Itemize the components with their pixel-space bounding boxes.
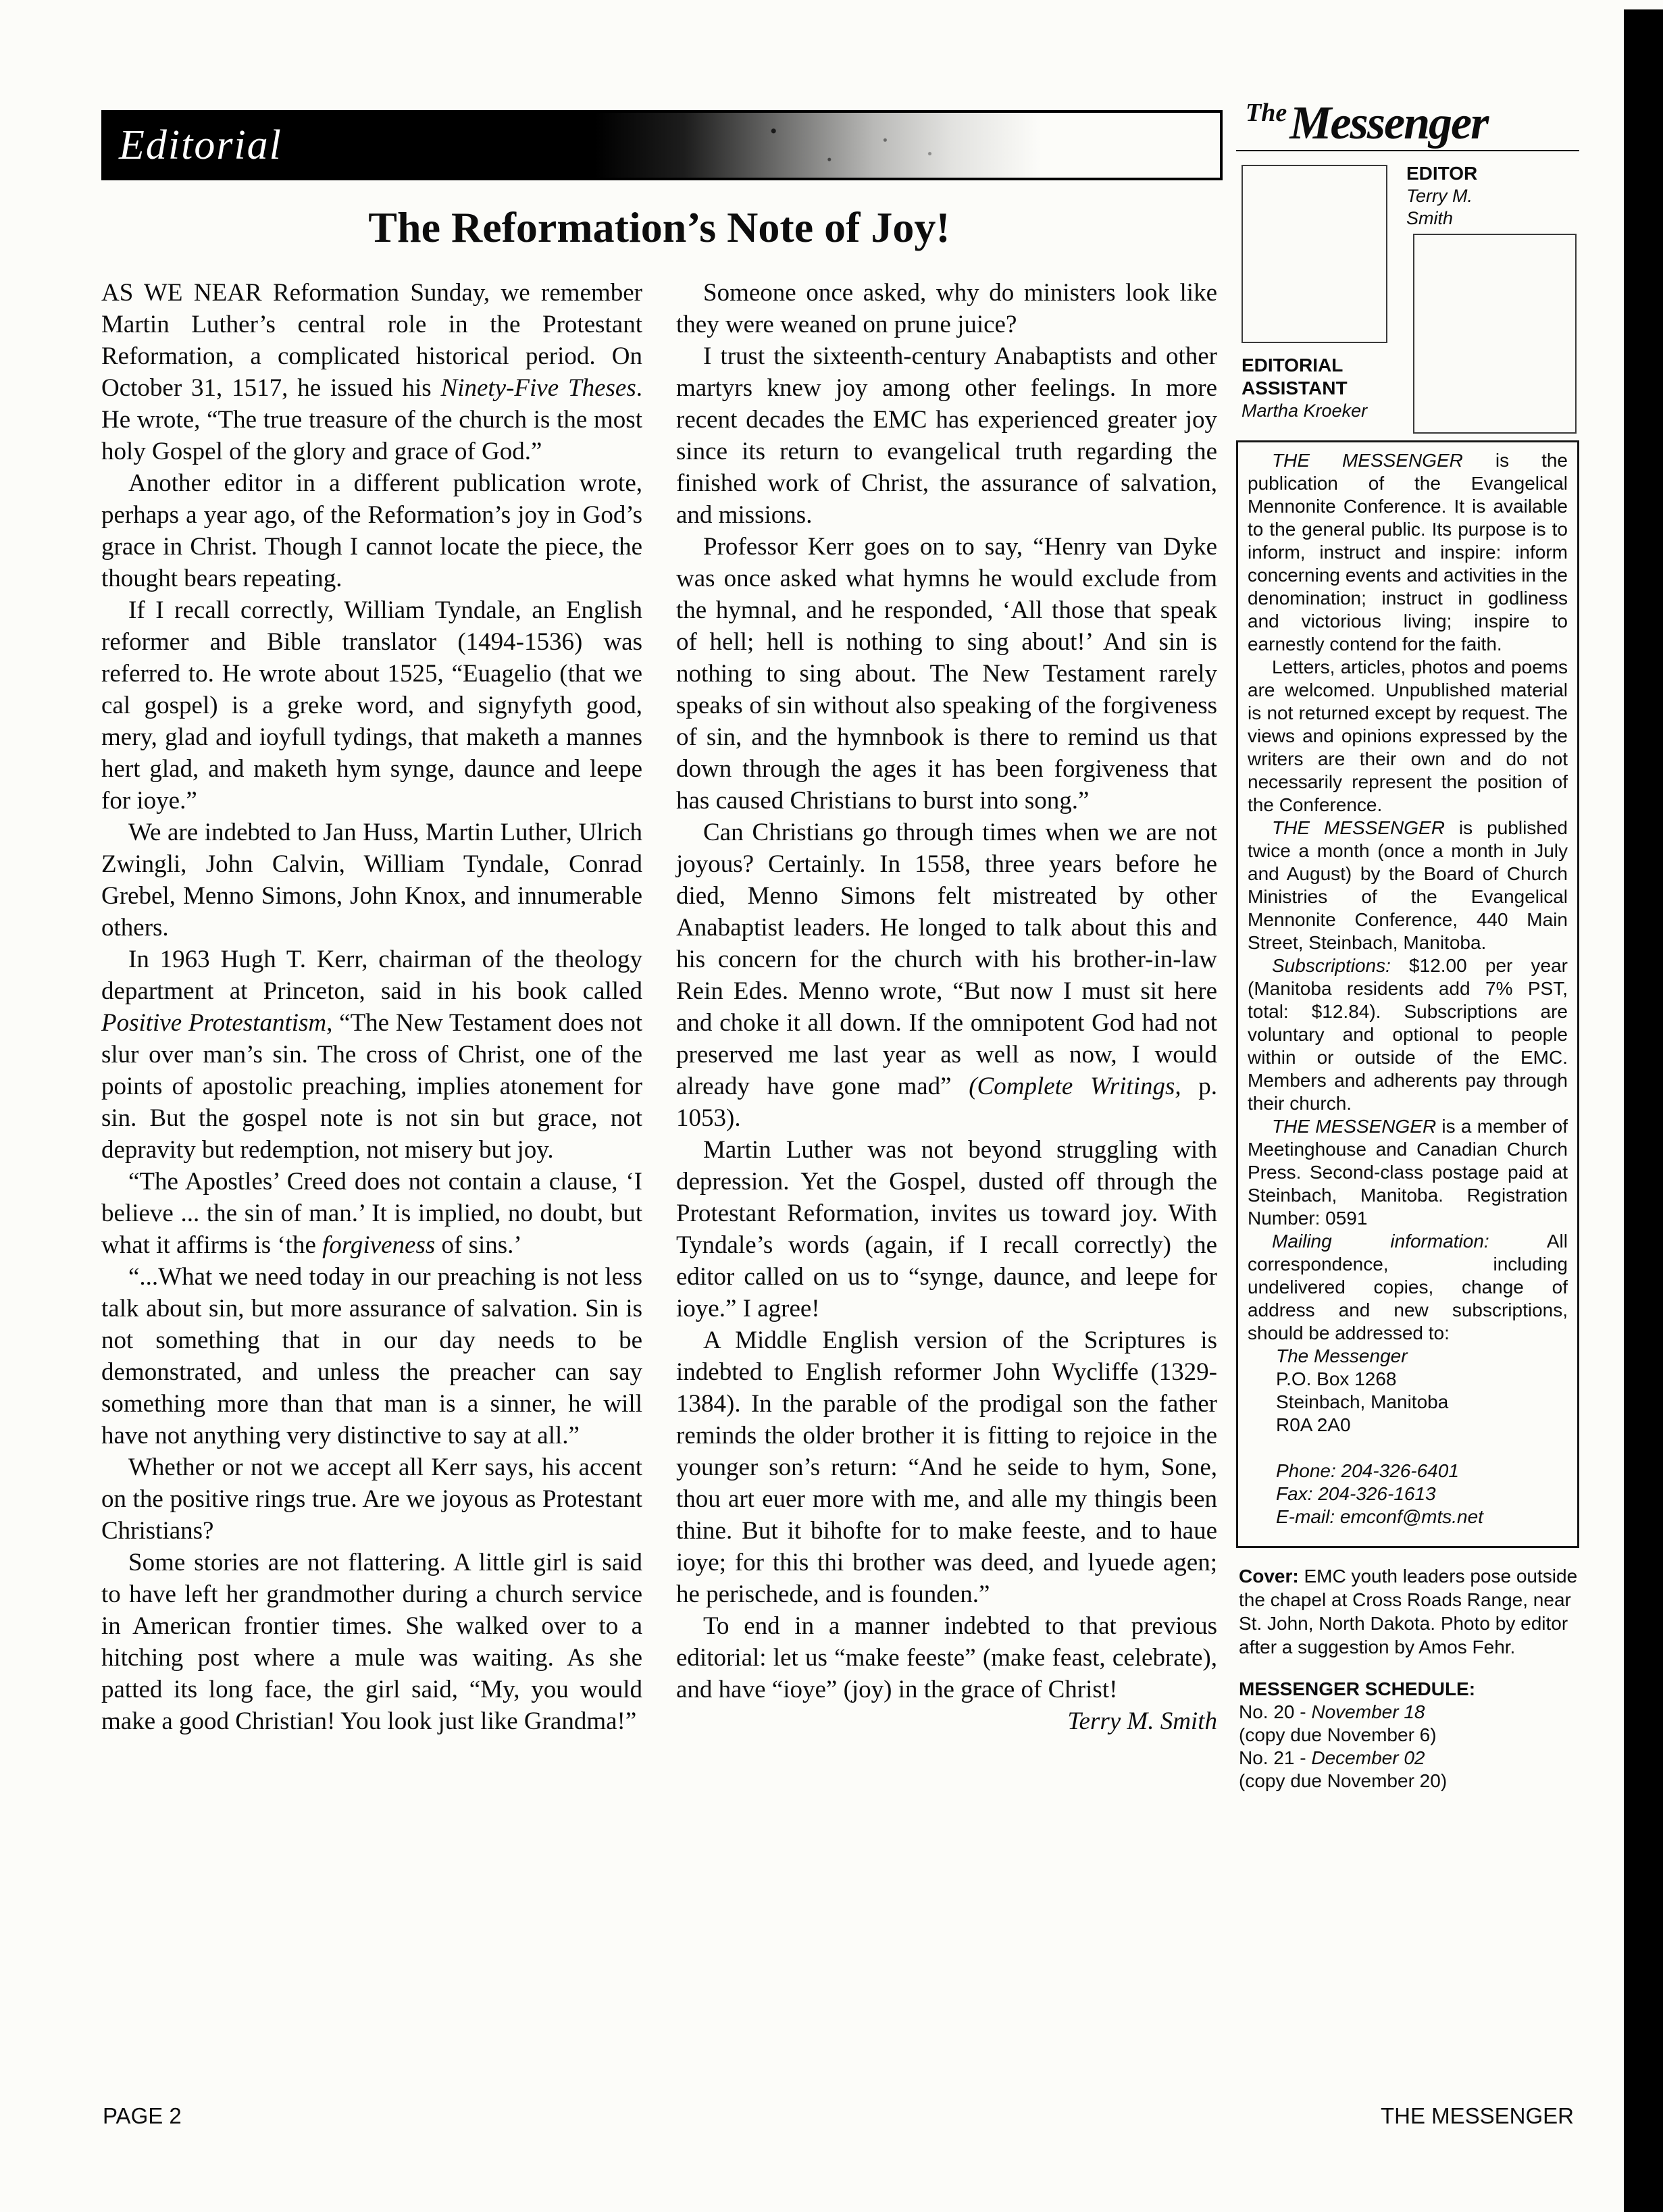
article-paragraph: “The Apostles’ Creed does not contain a clause, ‘I believe ... the sin of man.’ It is implied, no doubt, but what it affirms is ‘the forgiveness of sins.’: [101, 1168, 642, 1259]
cover-note: Cover: EMC youth leaders pose outside the chapel at Cross Roads Range, near St. John, North Dakota. Photo by editor after a suggestion by Amos Fehr.: [1239, 1566, 1578, 1657]
article-paragraph: Whether or not we accept all Kerr says, his accent on the positive rings true. Are we joyous as Protestant Christians?: [101, 1454, 642, 1545]
sidebar-paragraph: THE MESSENGER is the publication of the Evangelical Mennonite Conference. It is available to the general public. Its purpose is to inform, instruct and inspire: inform concerning events and activities in the denomination; instruct in godliness and victorious living; inspire to earnestly contend for the faith.: [1248, 450, 1568, 654]
magazine-logo: [1236, 97, 1579, 151]
schedule-line: No. 20 - November 18: [1239, 1701, 1425, 1722]
page-edge-strip: [1624, 9, 1663, 2212]
logo-name: Messenger: [1289, 97, 1488, 149]
contact-line: Fax: 204-326-1613: [1276, 1483, 1436, 1504]
sidebar-paragraph: Letters, articles, photos and poems are welcomed. Unpublished material is not returned except by request. The views and opinions expressed by the writers are their own and do not necessarily represent the position of the Conference.: [1248, 657, 1568, 815]
address-line: R0A 2A0: [1276, 1414, 1351, 1435]
sidebar-paragraph: THE MESSENGER is published twice a month (once a month in July and August) by the Board of Church Ministries of the Evangelical Mennonite Conference, 440 Main Street, Steinbach, Manitoba.: [1248, 817, 1568, 953]
editorial-banner: [101, 110, 1223, 180]
article-paragraph: I trust the sixteenth-century Anabaptists and other martyrs knew joy among other feelings. In more recent decades the EMC has experienced greater joy since its return to evangelical truth regarding the finished work of Christ, the assurance of salvation, and missions.: [676, 342, 1217, 529]
article-paragraph: “...What we need today in our preaching is not less talk about sin, but more assurance of salvation. Sin is not something that in our day needs to be demonstrated, and unless the preacher can say something more than that man is a sinner, he will have not anything very distinctive to say at all.”: [101, 1263, 642, 1449]
schedule-line: No. 21 - December 02: [1239, 1747, 1425, 1768]
article-paragraph: Professor Kerr goes on to say, “Henry van Dyke was once asked what hymns he would exclude from the hymnal, and he responded, ‘All those that speak of hell; hell is nothing to sing about!’ And sin is nothing to sing about. The New Testament rarely speaks of sin without also speaking of the forgiveness of sin, and the hymnbook is there to remind us that down through the ages it has been forgiveness that has caused Christians to burst into song.”: [676, 533, 1217, 815]
article-paragraph: Can Christians go through times when we are not joyous? Certainly. In 1558, three years before he died, Menno Simons felt mistreated by other Anabaptist leaders. He longed to talk about this and his concern for the church with his brother-in-law Rein Edes. Menno wrote, “But now I must sit here and choke it all down. If the omnipotent God had not preserved me last year as well as now, I would already have gone mad” (Complete Writings, p. 1053).: [676, 819, 1217, 1132]
staff-block: [1236, 151, 1579, 440]
sidebar-paragraph: Mailing information: All correspondence, including undelivered copies, change of address and new subscriptions, should be addressed to:: [1248, 1231, 1568, 1343]
article-column-left: [101, 277, 642, 1737]
messenger-schedule: [1239, 1678, 1579, 1793]
schedule-line: (copy due November 6): [1239, 1724, 1437, 1745]
footer-magazine-name: THE MESSENGER: [1380, 2103, 1574, 2128]
article-paragraph: If I recall correctly, William Tyndale, an English reformer and Bible translator (1494-1536) was referred to. He wrote about 1525, “Euagelio (that we cal gospel) is a greke word, and signyfyth good, mery, glad and ioyfull tydings, that maketh a mannes hert glad, and maketh hym synge, daunce and leepe for ioye.”: [101, 596, 642, 815]
address-line: Steinbach, Manitoba: [1276, 1391, 1449, 1412]
editor-name: Smith: [1406, 208, 1454, 228]
article-paragraph: Someone once asked, why do ministers look like they were weaned on prune juice?: [676, 279, 1217, 338]
editor-name: Terry M.: [1406, 186, 1473, 206]
editorial-article: [101, 203, 1217, 1737]
sidebar-paragraph: Subscriptions: $12.00 per year (Manitoba residents add 7% PST, total: $12.84). Subscriptions are voluntary and optional to people within or outside of the EMC. Members and adherents pay through their church.: [1248, 955, 1568, 1114]
article-byline: Terry M. Smith: [1067, 1707, 1217, 1735]
article-paragraph: A Middle English version of the Scriptures is indebted to English reformer John Wycliffe (1329-1384). In the parable of the prodigal son the father reminds the older brother it is fitting to rejoice in the younger son’s return: “And he seide to hym, Sone, thou art euer more with me, and alle my thingis been thine. But it bihofte for to make feeste, and to haue ioye; for this thi brother was deed, and lyuede agen; he perischede, and is founden.”: [676, 1327, 1217, 1608]
address-line: P.O. Box 1268: [1276, 1368, 1397, 1389]
assistant-photo-placeholder: [1413, 234, 1577, 434]
article-paragraph: In 1963 Hugh T. Kerr, chairman of the theology department at Princeton, said in his book called Positive Protestantism, “The New Testament does not slur over man’s sin. The cross of Christ, one of the points of apostolic preaching, implies atonement for sin. But the gospel note is not sin but grace, not depravity but redemption, not misery but joy.: [101, 946, 642, 1164]
assistant-label: ASSISTANT: [1242, 378, 1348, 398]
page-number: PAGE 2: [103, 2103, 182, 2128]
article-title: The Reformation’s Note of Joy!: [368, 203, 950, 251]
editor-label: EDITOR: [1406, 163, 1478, 184]
sidebar-paragraph: THE MESSENGER is a member of Meetinghouse and Canadian Church Press. Second-class postage paid at Steinbach, Manitoba. Registration Number: 0591: [1248, 1116, 1568, 1229]
article-paragraph: Another editor in a different publication wrote, perhaps a year ago, of the Reformation’s joy in God’s grace in Christ. Though I cannot locate the piece, the thought bears repeating.: [101, 469, 642, 592]
article-paragraph: To end in a manner indebted to that previous editorial: let us “make feeste” (make feast, celebrate), and have “ioye” (joy) in the grace of Christ!: [676, 1612, 1217, 1703]
article-paragraph: Some stories are not flattering. A little girl is said to have left her grandmother during a church service in American frontier times. She walked over to a hitching post where a mule was waiting. As she patted its long face, the girl said, “My, you would make a good Christian! You look just like Grandma!”: [101, 1549, 642, 1735]
article-paragraph: We are indebted to Jan Huss, Martin Luther, Ulrich Zwingli, John Calvin, William Tyndale, Conrad Grebel, Menno Simons, John Knox, and innumerable others.: [101, 819, 642, 942]
mailing-address: [1276, 1345, 1568, 1437]
logo-the: The: [1246, 99, 1287, 127]
contact-line: Phone: 204-326-6401: [1276, 1460, 1459, 1481]
article-paragraph: Martin Luther was not beyond struggling with depression. Yet the Gospel, dusted off through the Protestant Reformation, invites us toward joy. With Tyndale’s words (again, if I recall correctly) the editor called on us to “synge, daunce, and leepe for ioye.” I agree!: [676, 1136, 1217, 1322]
assistant-label: EDITORIAL: [1242, 355, 1344, 376]
editor-photo-placeholder: [1242, 165, 1387, 343]
publication-info-box: [1236, 440, 1579, 1548]
masthead-sidebar: [1236, 97, 1579, 1793]
editorial-banner-label: Editorial: [119, 122, 282, 168]
article-paragraph: AS WE NEAR Reformation Sunday, we remember Martin Luther’s central role in the Protestant Reformation, a complicated historical period. On October 31, 1517, he issued his Ninety-Five Theses. He wrote, “The true treasure of the church is the most holy Gospel of the glory and grace of God.”: [101, 279, 642, 465]
contact-info: [1276, 1460, 1568, 1528]
assistant-name: Martha Kroeker: [1242, 401, 1368, 421]
article-columns: [101, 277, 1217, 1737]
address-line: The Messenger: [1276, 1345, 1408, 1366]
schedule-line: (copy due November 20): [1239, 1770, 1448, 1791]
contact-line: E-mail: emconf@mts.net: [1276, 1506, 1483, 1527]
assistant-credit: [1242, 354, 1367, 422]
article-column-right: [676, 277, 1217, 1737]
editor-credit: [1406, 162, 1477, 230]
schedule-heading: MESSENGER SCHEDULE:: [1239, 1678, 1476, 1699]
